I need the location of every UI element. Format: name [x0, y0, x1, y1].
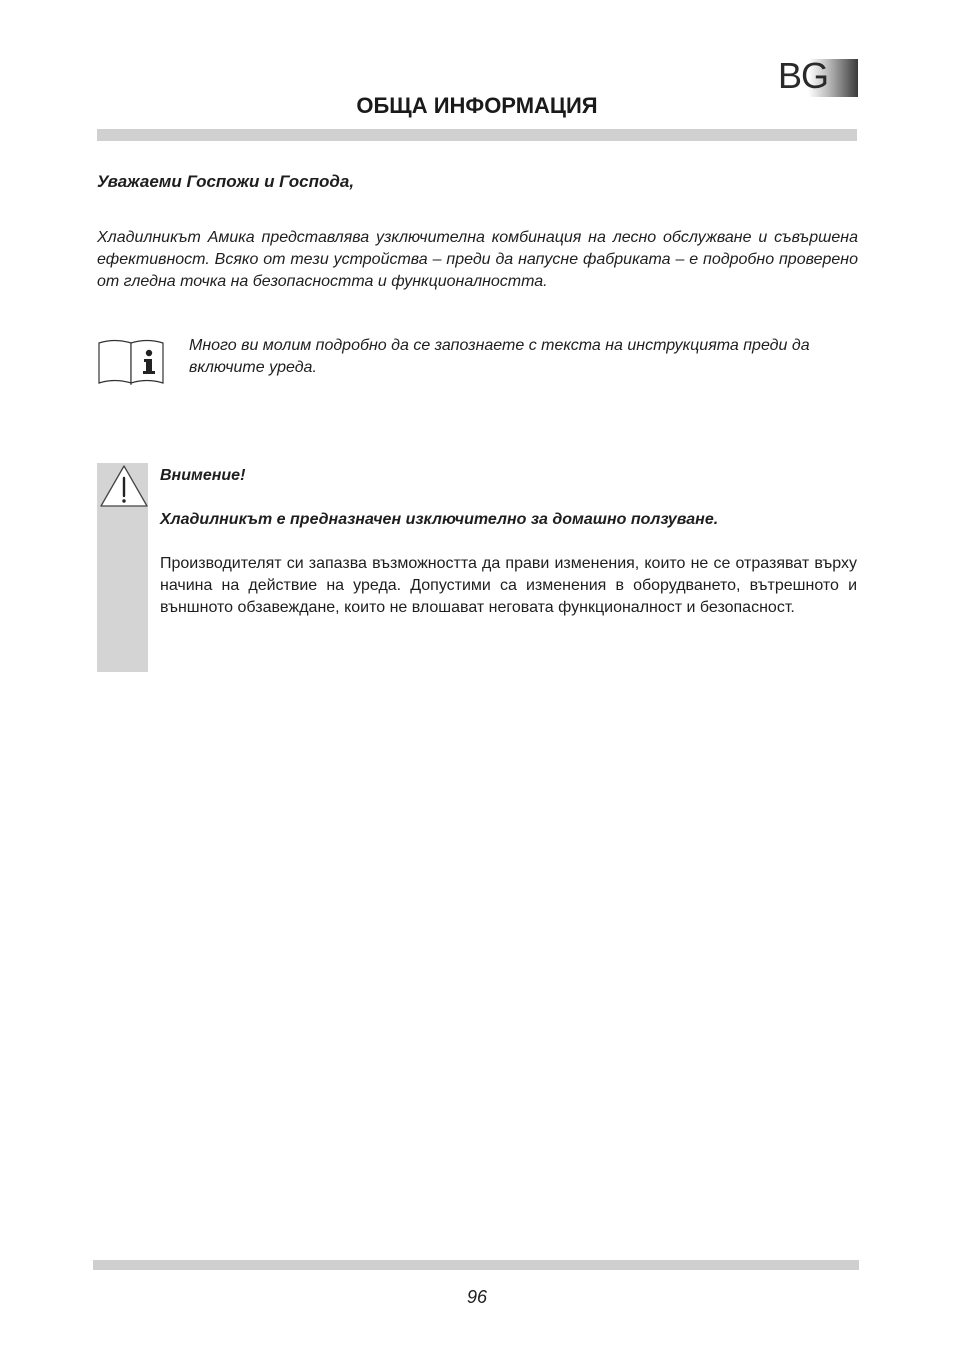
header-divider	[97, 129, 857, 141]
warning-heading: Внимение!	[160, 467, 246, 484]
language-code: BG	[778, 55, 829, 96]
warning-emphasis: Хладилникът е предназначен изключително за домашно ползуване.	[160, 511, 719, 528]
salutation: Уважаеми Госпожи и Господа,	[97, 172, 355, 191]
page-title: ОБЩА ИНФОРМАЦИЯ	[356, 93, 598, 118]
warning-body: Производителят си запазва възможността да прави изменения, които не се отразяват върху начина на действие на уреда. Допустими са изменения в оборудването, вътрешното и външното обзавеждане, които не влошават неговата функционалност и безопасност.	[160, 555, 857, 616]
intro-paragraph: Хладилникът Амика представлява узключителна комбинация на лесно обслужване и съвършена ефективност. Всяко от тези устройства – преди да напусне фабриката – е подробно проверено от гледна точка на безопасността и функционалността.	[97, 229, 858, 290]
page-number: 96	[466, 1287, 488, 1307]
info-note: Много ви молим подробно да се запознаете с текста на инструкцията преди да включите уреда.	[189, 337, 810, 376]
footer-divider	[93, 1260, 859, 1270]
info-book-icon	[97, 337, 165, 387]
warning-triangle-icon	[99, 463, 149, 509]
